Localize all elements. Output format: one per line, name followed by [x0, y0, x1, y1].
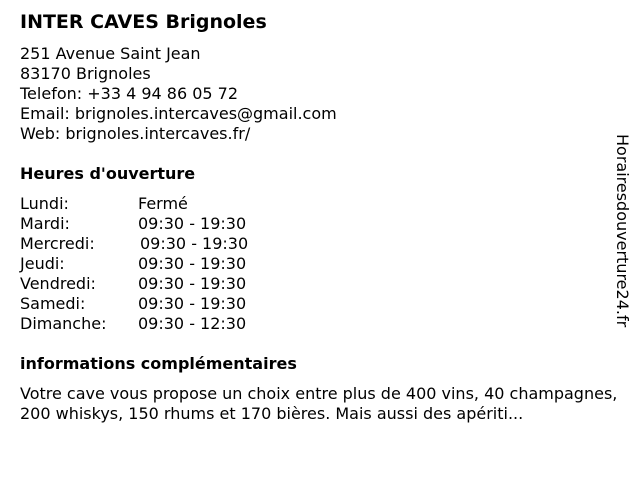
hours-row-wednesday — [20, 234, 300, 254]
day-label: Lundi: — [20, 194, 69, 213]
web-line: Web: brignoles.intercaves.fr/ — [20, 124, 251, 143]
time-value: 09:30 - 19:30 — [138, 294, 247, 313]
hours-table — [20, 194, 300, 334]
hours-row-tuesday — [20, 214, 300, 234]
hours-heading: Heures d'ouverture — [20, 164, 196, 183]
hours-row-friday — [20, 274, 300, 294]
address-street: 251 Avenue Saint Jean — [20, 44, 201, 63]
info-heading: informations complémentaires — [20, 354, 297, 373]
time-value: 09:30 - 19:30 — [138, 254, 247, 273]
time-value: 09:30 - 12:30 — [138, 314, 247, 333]
business-name: INTER CAVES Brignoles — [20, 11, 267, 33]
hours-row-thursday — [20, 254, 300, 274]
day-label: Mardi: — [20, 214, 70, 233]
time-value: Fermé — [138, 194, 188, 213]
address-city: 83170 Brignoles — [20, 64, 151, 83]
day-label: Dimanche: — [20, 314, 107, 333]
day-label: Jeudi: — [20, 254, 65, 273]
day-label: Mercredi: — [20, 234, 95, 253]
info-description: Votre cave vous propose un choix entre plus de 400 vins, 40 champagnes, 200 whiskys, 150 rhums et 170 bières. Mais aussi des apériti... — [20, 384, 618, 423]
email-line: Email: brignoles.intercaves@gmail.com — [20, 104, 337, 123]
phone-line: Telefon: +33 4 94 86 05 72 — [20, 84, 239, 103]
day-label: Samedi: — [20, 294, 86, 313]
hours-row-sunday — [20, 314, 300, 334]
contact-block — [20, 44, 337, 144]
time-value: 09:30 - 19:30 — [140, 234, 249, 253]
day-label: Vendredi: — [20, 274, 96, 293]
hours-row-monday — [20, 194, 300, 214]
time-value: 09:30 - 19:30 — [138, 274, 247, 293]
site-watermark: Horairesdouverture24.fr — [613, 134, 632, 328]
hours-row-saturday — [20, 294, 300, 314]
time-value: 09:30 - 19:30 — [138, 214, 247, 233]
